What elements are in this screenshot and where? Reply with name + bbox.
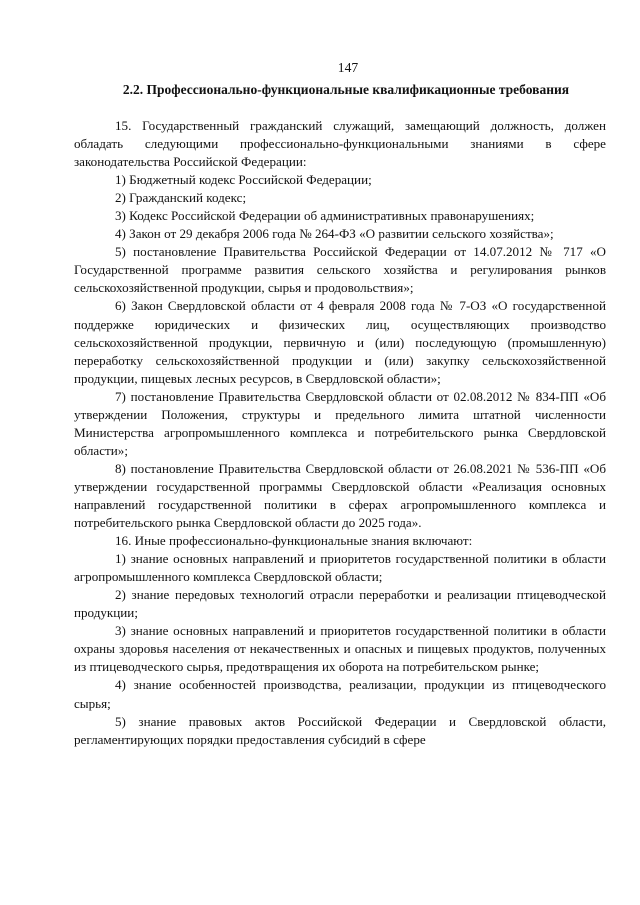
list-item-budget-code: 1) Бюджетный кодекс Российской Федерации; (115, 172, 372, 188)
list-item-knowledge-2: 2) знание передовых технологий отрасли переработки и реализации птицеводческой продукции; (74, 587, 606, 621)
list-item-resolution-536: 8) постановление Правительства Свердловской области от 26.08.2021 № 536-ПП «Об утверждении государственной программы Свердловской области «Реализация основных направлений государственной политики в сферах агропромышленного комплекса и потребительского рынка Свердловской области до 2025 года». (74, 460, 606, 531)
list-item-admin-code: 3) Кодекс Российской Федерации об административных правонарушениях; (115, 208, 535, 224)
list-item-resolution-834: 7) постановление Правительства Свердловской области от 02.08.2012 № 834-ПП «Об утверждении Положения, структуры и предельного лимита штатной численности Министерства агропромышленного комплекса и потребительского рынка Свердловской области»; (74, 388, 606, 458)
document-page (74, 58, 606, 749)
list-item-civil-code: 2) Гражданский кодекс; (115, 190, 247, 206)
paragraph-15: 15. Государственный гражданский служащий, замещающий должность, должен обладать следующими профессионально-функциональными знаниями в сфере законодательства Российской Федерации: (74, 118, 606, 170)
list-item-law-7-oz: 6) Закон Свердловской области от 4 февраля 2008 года № 7-ОЗ «О государственной поддержке юридических и физических лиц, осуществляющих производство сельскохозяйственной продукции, первичную и (или) последующую (промышленную) переработку сельскохозяйственной продукции и (или) закупку сельскохозяйственной продукции, пищевых лесных ресурсов, в Свердловской области»; (74, 298, 606, 386)
paragraph-16: 16. Иные профессионально-функциональные знания включают: (115, 533, 473, 549)
list-item-knowledge-3: 3) знание основных направлений и приоритетов государственной политики в области охраны здоровья населения от некачественных и опасных и пищевых продуктов, полученных из птицеводческого сырья, предотвращения их оборота на потребительском рынке; (74, 623, 606, 675)
section-heading: 2.2. Профессионально-функциональные квалификационные требования (122, 82, 570, 97)
list-item-law-264: 4) Закон от 29 декабря 2006 года № 264-ФЗ «О развитии сельского хозяйства»; (115, 226, 554, 242)
list-item-resolution-717: 5) постановление Правительства Российской Федерации от 14.07.2012 № 717 «О Государственной программе развития сельского хозяйства и регулирования рынков сельскохозяйственной продукции, сырья и продовольствия»; (74, 244, 606, 296)
list-item-knowledge-5: 5) знание правовых актов Российской Федерации и Свердловской области, регламентирующих порядки предоставления субсидий в сфере (74, 713, 606, 747)
page-number: 147 (337, 60, 359, 75)
list-item-knowledge-1: 1) знание основных направлений и приоритетов государственной политики в области агропромышленного комплекса Свердловской области; (74, 551, 606, 585)
list-item-knowledge-4: 4) знание особенностей производства, реализации, продукции из птицеводческого сырья; (74, 677, 606, 711)
